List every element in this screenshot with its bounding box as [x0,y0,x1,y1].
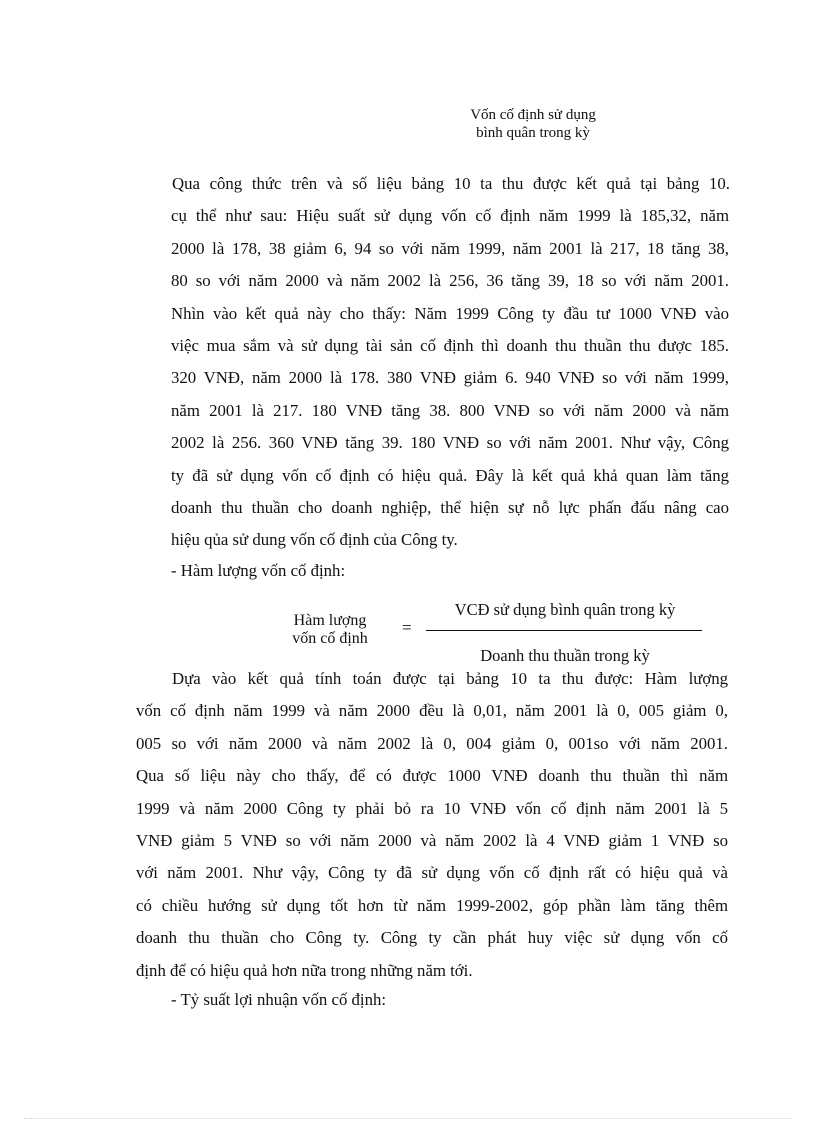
formula-denominator-top [448,106,618,142]
paragraph-line: doanh thu thuần cho Công ty. Công ty cần phát huy việc sử dụng vốn cố [136,928,728,948]
denominator-line-2: bình quân trong kỳ [476,125,590,141]
paragraph-line: 005 so với năm 2000 và năm 2002 là 0, 004 giảm 0, 001so với năm 2001. [136,733,728,753]
paragraph-line: doanh thu thuần cho doanh nghiệp, thể hiện sự nỗ lực phấn đấu nâng cao [171,498,729,518]
paragraph-line: Qua số liệu này cho thấy, để có được 1000 VNĐ doanh thu thuần thì năm [136,766,728,786]
paragraph-line: có chiều hướng sử dụng tốt hơn từ năm 1999-2002, góp phần làm tăng thêm [136,895,728,915]
paragraph-line: 1999 và năm 2000 Công ty phải bỏ ra 10 VNĐ vốn cố định năm 2001 là 5 [136,798,728,818]
paragraph-line: 320 VNĐ, năm 2000 là 178. 380 VNĐ giảm 6. 940 VNĐ so với năm 1999, [171,368,729,388]
paragraph-line: vốn cố định năm 1999 và năm 2000 đều là 0,01, năm 2001 là 0, 005 giảm 0, [136,701,728,721]
formula-numerator: VCĐ sử dụng bình quân trong kỳ [454,600,676,619]
paragraph-line: ty đã sử dụng vốn cố định có hiệu quả. Đây là kết quả khả quan làm tăng [171,465,729,485]
paragraph-line: 2000 là 178, 38 giảm 6, 94 so với năm 1999, năm 2001 là 217, 18 tăng 38, [171,238,729,258]
formula-denominator: Doanh thu thuần trong kỳ [480,646,650,665]
paragraph-line: Nhìn vào kết quả này cho thấy: Năm 1999 Công ty đầu tư 1000 VNĐ vào [171,303,729,323]
paragraph-content-analysis [136,663,728,987]
formula-left-line-1: Hàm lượng [293,612,367,629]
fixed-capital-content-formula [270,596,720,668]
paragraph-line: việc mua sắm và sử dụng tài sản cố định thì doanh thu thuần thu được 185. [171,336,729,356]
denominator-line-1: Vốn cố định sử dụng [470,107,596,123]
fraction-bar [426,630,702,631]
paragraph-line: Qua công thức trên và số liệu bảng 10 ta thu được kết quả tại bảng 10. [172,174,730,193]
bullet-fixed-capital-content: - Hàm lượng vốn cố định: [171,561,346,580]
paragraph-line: với năm 2001. Như vậy, Công ty đã sử dụng vốn cố định rất có hiệu quả và [136,863,728,883]
formula-left-line-2: vốn cố định [292,630,368,647]
paragraph-line: cụ thể như sau: Hiệu suất sử dụng vốn cố định năm 1999 là 185,32, năm [171,206,729,226]
paragraph-line: VNĐ giảm 5 VNĐ so với năm 2000 và năm 2002 là 4 VNĐ giảm 1 VNĐ so [136,831,728,851]
paragraph-efficiency [172,168,730,557]
paragraph-line: 80 so với năm 2000 và năm 2002 là 256, 36 tăng 39, 18 so với năm 2001. [171,271,729,291]
formula-left-term [280,612,380,648]
paragraph-line: định để có hiệu quả hơn nữa trong những năm tới. [136,960,473,980]
paragraph-line: năm 2001 là 217. 180 VNĐ tăng 38. 800 VNĐ so với năm 2000 và năm [171,400,729,420]
page-footer-divider [24,1118,792,1119]
paragraph-line: hiệu qủa sử dung vốn cố định của Công ty. [171,530,458,550]
bullet-fixed-capital-profit-rate: - Tỷ suất lợi nhuận vốn cố định: [171,990,387,1009]
paragraph-line: Dựa vào kết quả tính toán được tại bảng 10 ta thu được: Hàm lượng [172,669,728,688]
paragraph-line: 2002 là 256. 360 VNĐ tăng 39. 180 VNĐ so với năm 2001. Như vậy, Công [171,433,729,453]
formula-equals: = [402,618,412,637]
